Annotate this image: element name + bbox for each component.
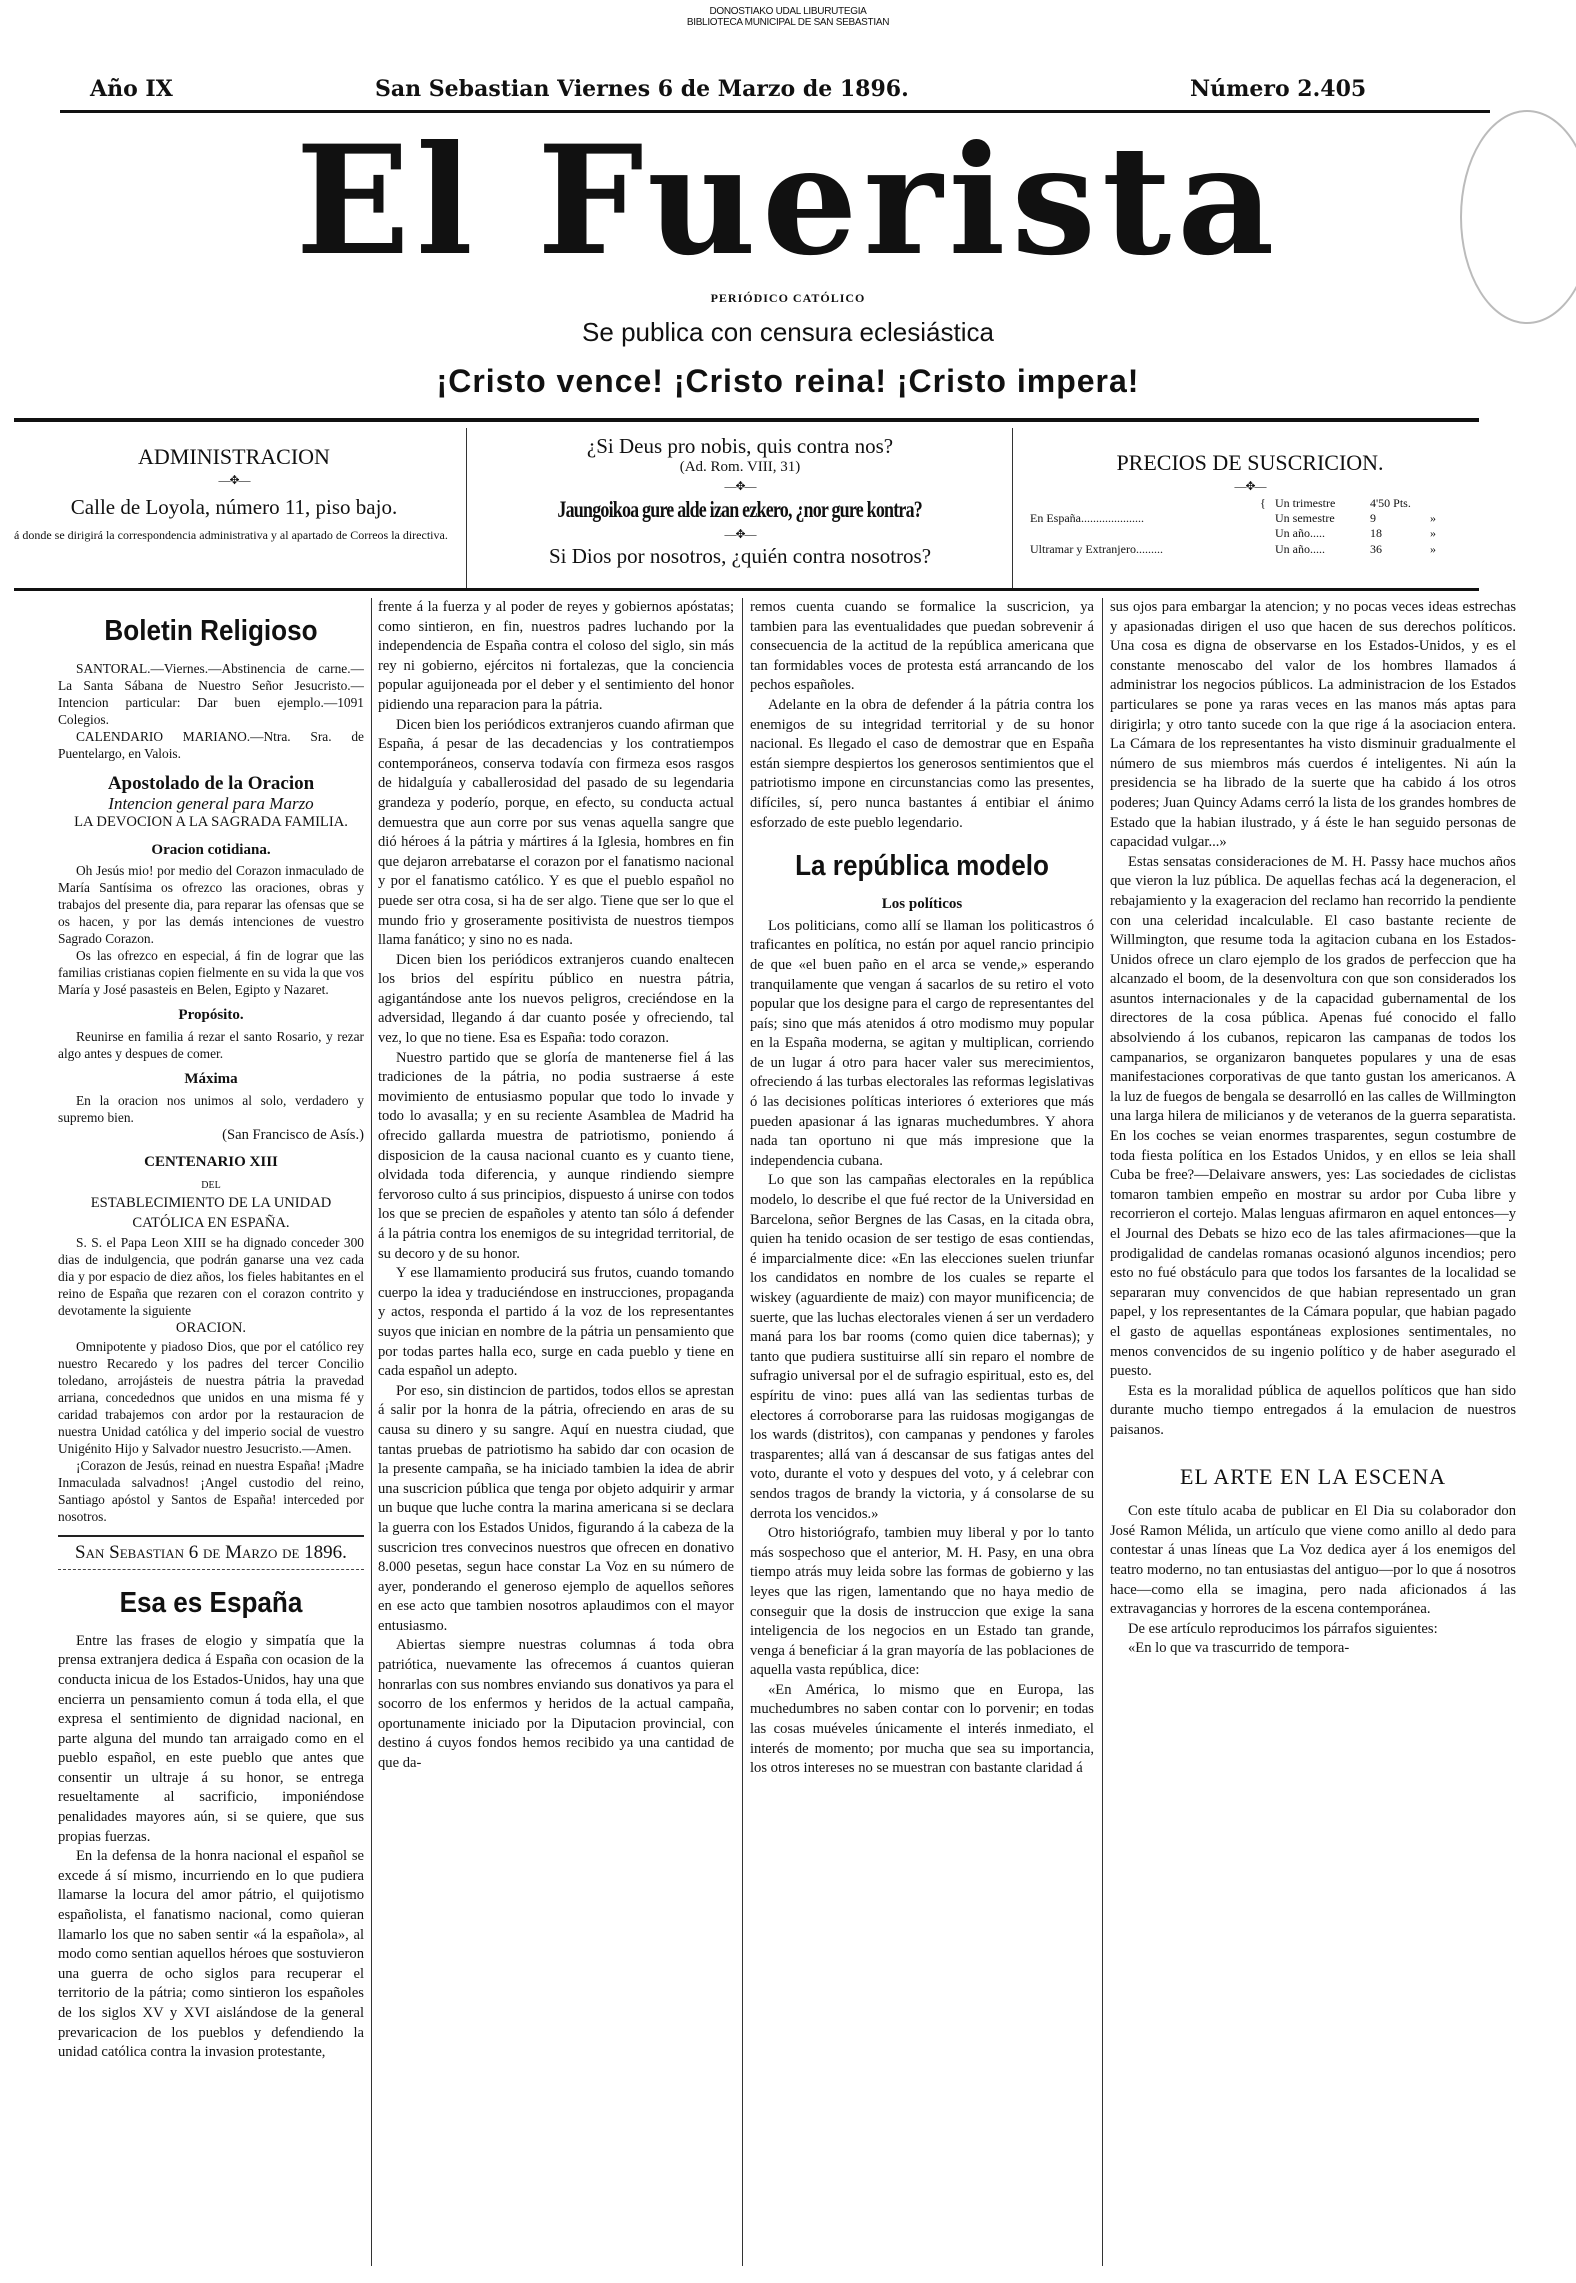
centered-caption: del <box>201 1175 221 1192</box>
ornament: —✥— <box>724 527 756 541</box>
price-period: Un año..... <box>1275 526 1325 540</box>
library-stamp-line: DONOSTIAKO UDAL LIBURUTEGIA <box>709 6 867 17</box>
masthead-rule-bottom <box>14 588 1479 591</box>
price-value: 18 <box>1370 526 1382 540</box>
censorship-note: Se publica con censura eclesiástica <box>582 317 994 347</box>
motto: ¡Cristo vence! ¡Cristo reina! ¡Cristo impera! <box>436 363 1140 399</box>
box-divider <box>1012 428 1013 588</box>
newspaper-title: El Fuerista <box>295 113 1281 289</box>
paragraph: Reunirse en familia á rezar el santo Rosario, y rezar algo antes y despues de comer. <box>58 1028 364 1061</box>
paragraph: Y ese llamamiento producirá sus frutos, cuando tomando cuerpo la idea y traduciéndose en instrucciones, propaganda y actos, responda el partido á la voz de los representantes suyos que inician en nombre de la pátria un pensamiento que por todas partes halla eco, surge en cada pueblo y tiene en cada español un adepto. <box>378 1265 734 1380</box>
subheading: Los políticos <box>881 896 963 913</box>
price-period: Un año..... <box>1275 542 1325 556</box>
paragraph: Adelante en la obra de defender á la pátria contra los enemigos de su integridad territorial y de su honor nacional. Es llegado el caso de demostrar que en España están siempre despiertos los generosos sentimientos que el patriotismo impone en circunstancias como las presentes, difíciles, sí, pero nunca bastantes á entibiar el ánimo esforzado de este pueblo legendario. <box>750 696 1094 831</box>
ornament: —✥— <box>724 479 756 493</box>
box-divider <box>466 428 467 588</box>
administration-note: á donde se dirigirá la correspondencia administrativa y al apartado de Correos la directiva. <box>14 528 448 542</box>
price-period: Un semestre <box>1275 511 1335 525</box>
article-headline: La república modelo <box>795 850 1049 883</box>
paragraph: Estas sensatas consideraciones de M. H. Passy hace muchos años que vieron la luz pública. De aquellas fechas acá la degeneracion, el rebajamiento y la exageracion del reclamo han recorrido la pendiente con una celeridad incalculable. El caso bastante reciente de Willmington, que resume toda la agitacion cubana en los Estados-Unidos ofrece un claro ejemplo de los grados de perfeccion que ha alcanzado el boom, de la desenvoltura con que son considerados los asuntos internacionales y de la capacidad gubernamental de los directores de la cosa pública. Apenas fué conocido el fallo absolviendo á los cubanos, repicaron las campanas de todos los campanarios, se organizaron banquetes populares y una de esas manifestaciones corporativas de que tanto gustan los americanos. A la luz de fuegos de bengala se desarrolló en las calles de Willmington una larga hilera de milicianos y de veteranos de la guerra separatista. En los coches se veian enormes trasparentes, segun costumbre de toda fiesta política en los Estados Unidos, y en ellos se leia shall Cuba be free?—Delaivare answers, yes: Las sociedades de ciclistas tomaron tambien empeño en mostrar su ardor por Cuba libre y recorrieron el cortejo. Malas lenguas afirmaron en aquel entonces—y el Journal des Debats se hizo eco de las tales afirmaciones—que la prodigalidad de candelas romanas ocasionó algunos incendios; pero esto no fué obstáculo para que todos los farsantes de la localidad se separaran muy convencidos de que habian representado un gran papel, y los representantes de la Cámara popular, que habian pagado el gasto de aquellas espontáneas explosiones sentimentales, no menos convencidos de su ingenio político y de haber asegurado el puesto. <box>1110 853 1516 1380</box>
abroad-label: Ultramar y Extranjero......... <box>1030 542 1163 556</box>
price-value: 36 <box>1370 542 1382 556</box>
paragraph: Nuestro partido que se gloría de mantenerse fiel á las tradiciones de la pátria, no podia sustraerse á este movimiento de entusiasmo popular que todo lo invade y todo lo avasalla; y en su reciente Asamblea de Madrid ha ofrecido gallarda muestra de patriotismo, poniendo á disposicion de la causa nacional cuanto es y cuanto tiene, olvidada toda diferencia, y aunque rindiendo siempre fervoroso culto á sus principios, dispuesto á unirse con todos los que se precien de españoles y atento tan sólo á defender á la pátria contra los enemigos de su integridad territorial, de su decoro y de su honor. <box>378 1049 734 1262</box>
basque-motto: Jaungoikoa gure alde izan ezkero, ¿nor gure kontra? <box>557 497 923 522</box>
paragraph: frente á la fuerza y al poder de reyes y gobiernos apóstatas; como sintieron, en fin, nuestros padres luchando por la independencia de España contra el coloso del siglo, sin más rey ni gobierno, ejércitos ni fortalezas, que la conciencia popular aguijoneada por el deber y el sentimiento del honor pidiendo una reparacion para la pátria. <box>378 599 734 713</box>
dateline: San Sebastian 6 de Marzo de 1896. <box>58 1535 364 1570</box>
latin-motto-reference: (Ad. Rom. VIII, 31) <box>679 459 801 475</box>
price-value: 9 <box>1370 511 1376 525</box>
column-2 <box>378 598 734 2266</box>
ornament: —✥— <box>1234 479 1266 493</box>
paragraph: SANTORAL.—Viernes.—Abstinencia de carne.—La Santa Sábana de Nuestro Señor Jesucristo.—Intencion particular: Dar buen ejemplo.—1091 Colegios. <box>58 661 364 727</box>
column-divider <box>1102 598 1103 2266</box>
centered-caption: ESTABLECIMIENTO DE LA UNIDAD CATÓLICA EN ESPAÑA. <box>90 1195 332 1231</box>
subheading: CENTENARIO XIII <box>144 1154 278 1171</box>
issue-place-date: San Sebastian Viernes 6 de Marzo de 1896. <box>375 76 909 102</box>
subscription-prices-box <box>1020 428 1480 580</box>
issue-number: Número 2.405 <box>1190 76 1367 102</box>
paragraph: Lo que son las campañas electorales en la república modelo, lo describe el que fué rector de la Universidad en Barcelona, señor Bergnes de las Casas, en la citada obra, quien ha tenido ocasion de ser testigo de esas contiendas, é imparcialmente dice: «En las elecciones suelen triunfar los candidatos en nombre de los cuales se reparte el wiskey (aguardiente de maiz) con mayor munificencia; de suerte, que las luchas electorales vienen á ser un verdadero maná para los bar rooms (como quien dice tabernas); y tanto que pudiera sustituirse allí sin reparo el nombre de sufragio universal por el de sufragio espiritual, esto es, del espíritu de vino: pues allá van las sedientas turbas de electores á corroborarse para las ruidosas mogigangas de los wards (distritos), con campanas y pendones y faroles trasparentes; allá van á descansar de sus fatigas antes del voto, durante el voto y despues del voto, y á celebrar con sendos tragos de brandy la victoria, y á consolarse de su derrota los vencidos.» <box>750 1172 1094 1522</box>
paragraph: ¡Corazon de Jesús, reinad en nuestra España! ¡Madre Inmaculada salvadnos! ¡Angel custodio del reino, Santiago apóstol y Santos de España! interceded por nosotros. <box>58 1458 364 1525</box>
price-value: 4'50 Pts. <box>1370 496 1411 510</box>
paragraph: Por eso, sin distincion de partidos, todos ellos se aprestan á salir por la honra de la pátria, ofreciendo en aras de su causa su dinero y su sangre. Aquí en nuestra ciudad, que tantas pruebas de patriotismo ha sabido dar con ocasion de la presente campaña, se ha iniciado tambien la idea de abrir una suscricion pública que tenga por objeto adquirir y armar un buque que luche contra la marina americana si se declara la guerra con los Estados Unidos, figurando á la cabeza de la suscricion tres convecinos nuestros que ofrecen en donativo 8.000 pesetas, segun hace constar La Voz en su número de ayer, ponderando el generoso ejemplo de aquellos señores en ese acto que tambien nosotros aplaudimos con el mayor entusiasmo. <box>378 1382 734 1634</box>
price-period: Un trimestre <box>1275 496 1336 510</box>
spain-label: En España..................... <box>1030 511 1144 525</box>
price-unit: » <box>1430 542 1436 556</box>
paragraph: Con este título acaba de publicar en El Dia su colaborador don José Ramon Mélida, un artículo que viene como anillo al dedo para contestar á unas líneas que La Voz dedica ayer á los enemigos del teatro moderno, no tan entusiastas del antiguo—por lo que á nosotros hace—como ella se imagina, pero nada aficionados á las extravagancias y horrores de la escena contemporánea. <box>1110 1503 1516 1618</box>
subheading: Propósito. <box>178 1007 244 1024</box>
motto-box <box>470 428 1010 580</box>
column-1 <box>58 598 364 2266</box>
paragraph: CALENDARIO MARIANO.—Ntra. Sra. de Puentelargo, en Valois. <box>58 729 364 761</box>
column-divider <box>371 598 372 2266</box>
newspaper-kind: PERIÓDICO CATÓLICO <box>710 291 866 305</box>
column-3 <box>750 598 1094 2266</box>
paragraph: remos cuenta cuando se formalice la suscricion, ya tambien para las eventualidades que puedan sobrevenir á consecuencia de la actitud de la república americana que tan formidables voces de protesta está arrancando de los pechos españoles. <box>750 599 1094 694</box>
paragraph: S. S. el Papa Leon XIII se ha dignado conceder 300 dias de indulgencia, que podrán ganarse una vez cada dia y por espacio de diez años, los fieles habitantes en el reino de España que rezaren con el corazon contrito y devotamente la siguiente <box>58 1234 364 1318</box>
centered-caption: LA DEVOCION A LA SAGRADA FAMILIA. <box>74 814 348 831</box>
column-divider <box>742 598 743 2266</box>
paragraph: En la oracion nos unimos al solo, verdadero y supremo bien. <box>58 1092 364 1125</box>
article-headline: Boletin Religioso <box>104 615 318 647</box>
article-headline: EL ARTE EN LA ESCENA <box>1180 1463 1446 1489</box>
paragraph: Os las ofrezco en especial, á fin de lograr que las familias cristianas copien fielmente en su vida la que vos María y José pasasteis en Belen, Egipto y Nazaret. <box>58 948 364 998</box>
section-heading: Apostolado de la Oracion <box>107 773 315 794</box>
ornament: —✥— <box>218 473 250 487</box>
paragraph: Dicen bien los periódicos extranjeros cuando enaltecen los brios del espíritu público en nuestra pátria, agigantándose ante los nuevos peligros, creciéndose en la adversidad, llegando á dar cuanto posée y ofreciendo, tal vez, lo que no tiene. Esa es España: todo corazon. <box>378 951 734 1047</box>
paragraph: «En lo que va trascurrido de tempora- <box>1128 1640 1350 1657</box>
italic-subheading: Intencion general para Marzo <box>108 793 314 813</box>
paragraph: Oh Jesús mio! por medio del Corazon inmaculado de María Santísima os ofrezco las oraciones, obras y trabajos del presente dia, para reparar las ofensas que se os hacen, y por las demás intenciones de vuestro Sagrado Corazon. <box>58 863 364 947</box>
paragraph: sus ojos para embargar la atencion; y no pocas veces ideas estrechas y apasionadas dirigen el uso que hacen de sus derechos políticos. Una cosa es digna de observarse en los Estados-Unidos, y es el constante menoscabo del valor de los hombres llamados á administrar los negocios públicos. La administracion de los Estados particulares se pone ya raras veces en las manos más aptas para dirigirla; y otro tanto sucede con la que rige á la asociacion entera. La Cámara de los representantes ha visto disminuir gradualmente el número de sus miembros más cuerdos é inteligentes. Ni aún la presidencia se ha librado de la suerte que ha cabido á los otros poderes; Juan Quincy Adams cerró la lista de los grandes hombres de Estado que la habian ilustrado, y á éste le han seguido personas de capacidad vulgar...» <box>1110 599 1516 851</box>
latin-motto: ¿Si Deus pro nobis, quis contra nos? <box>586 434 894 458</box>
masthead-rule-top <box>14 418 1479 422</box>
article-headline: Esa es España <box>119 1586 303 1619</box>
administration-title: ADMINISTRACION <box>138 444 330 469</box>
centered-caption: ORACION. <box>175 1319 247 1336</box>
subheading: Máxima <box>184 1070 238 1087</box>
library-stamp-line: BIBLIOTECA MUNICIPAL DE SAN SEBASTIAN <box>686 17 890 28</box>
price-unit: » <box>1430 526 1436 540</box>
column-4 <box>1110 598 1516 2266</box>
paragraph: Entre las frases de elogio y simpatía que la prensa extranjera dedica á España con ocasion de la conducta inicua de los Estados-Unidos, hay una que encierra un pensamiento comun á toda ella, el que expresa el sentimiento de dignidad nacional, en parte alguna del mundo tan arraigado como en el pueblo español, en este pueblo que antes que consentir un ultraje á su honor, se entrega resueltamente al sacrificio, imponiéndose penalidades mayores aún, si se quiere, que sus propias fuerzas. <box>58 1632 364 1845</box>
paragraph: Omnipotente y piadoso Dios, que por el católico rey nuestro Recaredo y los padres del tercer Concilio toledano, arrojásteis de nuestra pátria la pravedad arriana, concedednos que unidos en una misma fé y caridad trabajemos con ardor por la restauracion de nuestra Unidad católica y del imperio social de vuestro Unigénito Hijo y Salvador nuestro Jesucristo.—Amen. <box>58 1339 364 1457</box>
prices-table <box>1020 496 1480 560</box>
paragraph: Abiertas siempre nuestras columnas á toda obra patriótica, nuevamente las ofrecemos á cuantos quieran honrarlas con sus nombres enviando sus donativos ya para el socorro de los enfermos y heridos de la actual campaña, oportunamente iniciado por la Diputacion provincial, con destino á cuyos fondos hemos recibido ya una cantidad de que da- <box>378 1637 734 1772</box>
brace: { <box>1260 496 1266 510</box>
administration-box <box>14 428 454 580</box>
prices-title: PRECIOS DE SUSCRICION. <box>1116 450 1384 475</box>
paragraph: De ese artículo reproducimos los párrafos siguientes: <box>1128 1620 1438 1637</box>
administration-address: Calle de Loyola, número 11, piso bajo. <box>70 495 398 519</box>
issue-year: Año IX <box>90 76 173 102</box>
paragraph: Dicen bien los periódicos extranjeros cuando afirman que España, á pesar de las decadencias y los contratiempos contemporáneos, conserva todavía con firmeza esos rasgos de hidalguía y caballerosidad del pasado de su legendaria grandeza y poderío, porque, en efecto, su conducta actual demuestra que aun corre por sus venas aquella sangre que dió héroes á la pátria y mártires á la Iglesia, hombres en fin que dejaron arrebatarse el corazon por el fanatismo nacional y por el fanatismo católico. Y es que el pueblo español no puede ser otra cosa, si ha de ser algo. Tiene que ser lo que el mundo frio y groseramente positivista de nuestros tiempos llama fanático; y sino no es nada. <box>378 716 734 949</box>
paragraph: «En América, lo mismo que en Europa, las muchedumbres no saben contar con lo porvenir; en todas las cosas muéveles únicamente el interés inmediato, el interés de momento; por mucha que sea su importancia, los otros intereses no se muestran con bastante claridad á <box>750 1681 1094 1777</box>
paragraph: Los politicians, como allí se llaman los politicastros ó traficantes en política, no están por aquel rancio principio de que «el buen paño en el arca se vende,» esperando tranquilamente que vengan á sacarlos de su retiro el voto popular que los designe para el cargo de representantes del país; sino que más atenidos á otro modismo muy popular en la España moderna, se agitan y multiplican, corriendo de un lugar á otro para hacer valer sus merecimientos, ofreciendo á las turbas electorales las reformas legislativas ó las decisiones políticas interiores ó exteriores que más pueden apasionar á las ignaras muchedumbres. Y ahora nada tan oportuno ni que más impresione que la independencia cubana. <box>750 917 1094 1169</box>
issue-dateline <box>60 76 1485 106</box>
library-stamp <box>0 6 1576 28</box>
paragraph: Esta es la moralidad pública de aquellos políticos que han sido durante mucho tiempo entregados á la emulacion de nuestros paisanos. <box>1110 1382 1516 1438</box>
spanish-motto: Si Dios por nosotros, ¿quién contra nosotros? <box>548 544 932 568</box>
price-unit: » <box>1430 511 1436 525</box>
attribution: (San Francisco de Asís.) <box>222 1126 364 1143</box>
paragraph: En la defensa de la honra nacional el español se excede á sí mismo, incurriendo en lo que pudiera llamarse la locura del amor pátrio, el quijotismo españolista, el fanatismo nacional, como quieran llamarlo los que no saben sentir «á la española», al modo como sentian aquellos héroes que sostuvieron una guerra de ocho siglos para recuperar el territorio de la pátria; como sintieron los españoles de los siglos XV y XVI aislándose de la general prevaricacion de los pueblos y defendiendo la unidad católica contra la invasion protestante, <box>58 1848 364 2061</box>
subheading: Oracion cotidiana. <box>151 841 271 858</box>
paragraph: Otro historiógrafo, tambien muy liberal y por lo tanto más sospechoso que el anterior, M. H. Pasy, en una obra tiempo atrás muy leida sobre las formas de gobierno y las leyes que las rigen, lamentando que no haya medio de conseguir que la dosis de instruccion que exige la sana inteligencia de los negocios en un Estado tan grande, venga á beneficiar á la gran mayoría de las poblaciones de aquella vasta república, dice: <box>750 1525 1094 1679</box>
